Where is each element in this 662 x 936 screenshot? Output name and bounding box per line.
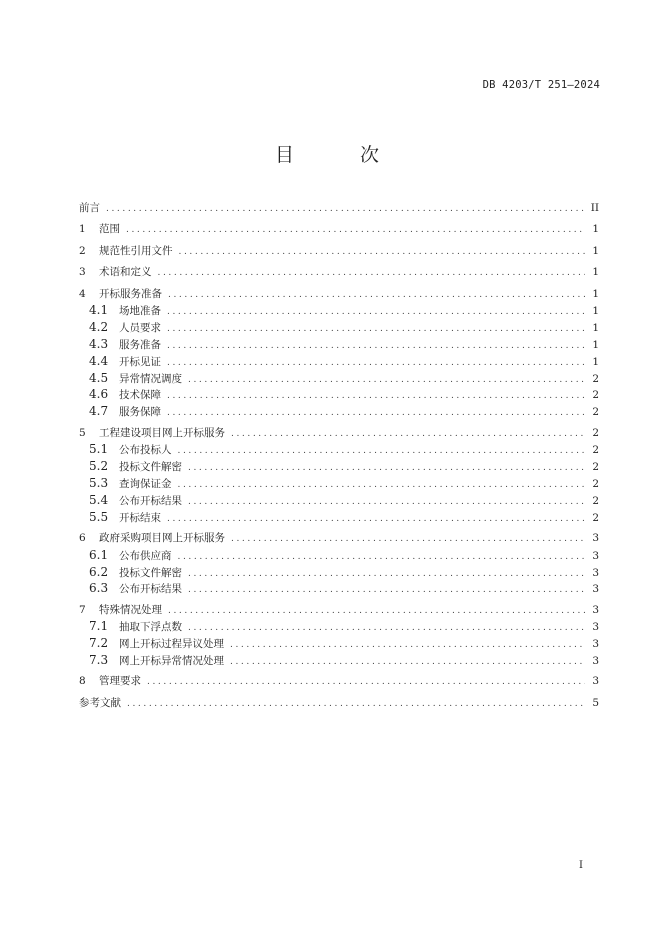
toc-entry-number: 6.1: [89, 547, 109, 562]
footer-page-number: I: [579, 860, 583, 871]
toc-entry-page: 1: [592, 338, 599, 351]
toc-leader-dots: [178, 549, 586, 566]
toc-entry-page: 1: [592, 266, 599, 279]
toc-entry-number: 6.3: [89, 581, 109, 596]
toc-leader-dots: [188, 494, 585, 511]
toc-leader-dots: [188, 460, 585, 477]
toc-leader-dots: [231, 426, 585, 443]
toc-entry-label: 特殊情况处理: [99, 603, 162, 616]
toc-entry-number: 5.2: [89, 459, 109, 474]
toc-entry-number: 8: [79, 675, 86, 688]
toc-entry-page: 3: [592, 566, 599, 579]
toc-entry-label: 场地准备: [119, 305, 161, 318]
toc-entry-label: 前言: [79, 202, 100, 214]
toc-entry-page: 3: [592, 603, 599, 616]
toc-entry-page: 5: [592, 696, 599, 709]
toc-entry[interactable]: [79, 652, 599, 669]
toc-entry-page: 3: [592, 638, 599, 651]
toc-entry-page: 1: [592, 322, 599, 335]
toc-entry-label: 公布投标人: [119, 444, 172, 457]
toc-entry-label: 规范性引用文件: [99, 244, 173, 257]
toc-entry-label: 技术保障: [119, 389, 161, 402]
toc-entry-number: 3: [79, 266, 86, 279]
toc-entry-page: 3: [592, 549, 599, 562]
toc-entry[interactable]: [79, 530, 599, 547]
toc-entry-page: 2: [592, 461, 599, 474]
toc-leader-dots: [188, 582, 585, 599]
toc-entry-number: 4: [79, 287, 86, 300]
toc-entry-number: 4.1: [89, 303, 109, 318]
toc-entry[interactable]: [79, 635, 599, 652]
toc-entry-number: 4.5: [89, 370, 109, 385]
toc-entry-label: 投标文件解密: [119, 461, 182, 474]
toc-leader-dots: [167, 321, 585, 338]
toc-entry-number: 7.3: [89, 653, 109, 668]
toc-leader-dots: [158, 265, 586, 282]
toc-entry[interactable]: [79, 509, 599, 526]
toc-entry-page: 2: [592, 372, 599, 385]
toc-entry-number: 5: [79, 426, 86, 439]
toc-entry[interactable]: [79, 243, 599, 260]
toc-entry[interactable]: [79, 673, 599, 690]
toc-leader-dots: [188, 372, 585, 389]
toc-entry-number: 1: [79, 223, 86, 236]
toc-entry-page: 2: [592, 477, 599, 490]
toc-entry-page: 3: [592, 583, 599, 596]
toc-entry-label: 开标服务准备: [99, 287, 162, 300]
toc-leader-dots: [167, 338, 585, 355]
toc-entry[interactable]: [79, 425, 599, 442]
toc-entry-number: 5.4: [89, 492, 109, 507]
toc-entry[interactable]: [79, 200, 599, 217]
toc-entry[interactable]: [79, 264, 599, 281]
toc-entry[interactable]: [79, 458, 599, 475]
toc-leader-dots: [126, 222, 585, 239]
toc-entry-page: 2: [592, 406, 599, 419]
toc-entry-number: 6: [79, 531, 86, 544]
toc-entry-number: 7: [79, 603, 86, 616]
toc-leader-dots: [167, 304, 585, 321]
toc-entry-number: 6.2: [89, 564, 109, 579]
toc-entry-page: 3: [592, 621, 599, 634]
toc-entry-label: 网上开标异常情况处理: [119, 655, 224, 668]
toc-entry-number: 4.2: [89, 320, 109, 335]
toc-entry-label: 抽取下浮点数: [119, 621, 182, 634]
document-code: DB 4203/T 251—2024: [482, 79, 600, 91]
table-of-contents: [79, 200, 599, 712]
toc-entry[interactable]: [79, 475, 599, 492]
toc-entry[interactable]: [79, 386, 599, 403]
toc-entry-page: 3: [592, 675, 599, 688]
toc-entry[interactable]: [79, 441, 599, 458]
toc-entry[interactable]: [79, 547, 599, 564]
toc-entry-label: 术语和定义: [99, 266, 152, 279]
toc-entry-label: 异常情况调度: [119, 372, 182, 385]
toc-entry-label: 公布开标结果: [119, 494, 182, 507]
toc-leader-dots: [167, 511, 585, 528]
toc-entry[interactable]: [79, 403, 599, 420]
toc-entry-page: 2: [592, 426, 599, 439]
toc-entry-page: 1: [592, 287, 599, 300]
toc-entry-number: 5.3: [89, 475, 109, 490]
toc-entry-page: 2: [592, 511, 599, 524]
toc-entry-label: 公布供应商: [119, 549, 172, 562]
toc-entry[interactable]: [79, 580, 599, 597]
toc-entry-number: 5.1: [89, 442, 109, 457]
toc-entry[interactable]: [79, 286, 599, 303]
toc-entry-label: 网上开标过程异议处理: [119, 638, 224, 651]
toc-entry-number: 2: [79, 244, 86, 257]
toc-leader-dots: [230, 637, 585, 654]
toc-entry-page: II: [590, 202, 599, 214]
toc-entry-label: 公布开标结果: [119, 583, 182, 596]
toc-entry-page: 1: [592, 305, 599, 318]
toc-entry-page: 1: [592, 355, 599, 368]
toc-entry[interactable]: [79, 336, 599, 353]
toc-entry-page: 1: [592, 223, 599, 236]
toc-leader-dots: [168, 287, 585, 304]
toc-entry-label: 开标结束: [119, 511, 161, 524]
toc-leader-dots: [147, 674, 585, 691]
toc-leader-dots: [178, 443, 586, 460]
toc-entry-number: 7.1: [89, 619, 109, 634]
toc-entry-number: 4.7: [89, 404, 109, 419]
toc-entry[interactable]: [79, 319, 599, 336]
toc-entry[interactable]: [79, 370, 599, 387]
toc-leader-dots: [167, 388, 585, 405]
toc-leader-dots: [188, 620, 585, 637]
toc-leader-dots: [167, 405, 585, 422]
toc-entry[interactable]: [79, 492, 599, 509]
toc-entry-number: 4.6: [89, 387, 109, 402]
toc-leader-dots: [127, 696, 585, 713]
toc-entry[interactable]: [79, 618, 599, 635]
toc-leader-dots: [178, 477, 586, 494]
toc-entry-label: 人员要求: [119, 322, 161, 335]
toc-entry-label: 政府采购项目网上开标服务: [99, 531, 225, 544]
toc-entry[interactable]: [79, 564, 599, 581]
toc-leader-dots: [230, 654, 585, 671]
toc-entry[interactable]: [79, 353, 599, 370]
toc-entry-number: 4.4: [89, 353, 109, 368]
toc-entry-number: 4.3: [89, 336, 109, 351]
toc-entry[interactable]: [79, 302, 599, 319]
toc-leader-dots: [188, 566, 585, 583]
toc-entry-page: 2: [592, 444, 599, 457]
toc-leader-dots: [231, 531, 585, 548]
toc-entry-label: 服务保障: [119, 406, 161, 419]
toc-entry-label: 参考文献: [79, 696, 121, 709]
toc-entry-number: 5.5: [89, 509, 109, 524]
toc-entry-page: 3: [592, 655, 599, 668]
toc-entry[interactable]: [79, 602, 599, 619]
toc-title: 目 次: [274, 144, 410, 166]
toc-entry-page: 2: [592, 389, 599, 402]
toc-entry-number: 7.2: [89, 636, 109, 651]
toc-entry-label: 查询保证金: [119, 477, 172, 490]
toc-entry[interactable]: [79, 695, 599, 712]
toc-entry-label: 服务准备: [119, 338, 161, 351]
toc-leader-dots: [106, 201, 585, 218]
toc-leader-dots: [179, 244, 586, 261]
toc-entry-label: 管理要求: [99, 675, 141, 688]
toc-leader-dots: [167, 355, 585, 372]
toc-leader-dots: [168, 603, 585, 620]
toc-entry-label: 工程建设项目网上开标服务: [99, 426, 225, 439]
toc-entry-page: 3: [592, 531, 599, 544]
toc-entry-page: 1: [592, 244, 599, 257]
toc-entry-label: 投标文件解密: [119, 566, 182, 579]
toc-entry-label: 范围: [99, 223, 120, 236]
toc-entry[interactable]: [79, 221, 599, 238]
toc-entry-label: 开标见证: [119, 355, 161, 368]
toc-entry-page: 2: [592, 494, 599, 507]
